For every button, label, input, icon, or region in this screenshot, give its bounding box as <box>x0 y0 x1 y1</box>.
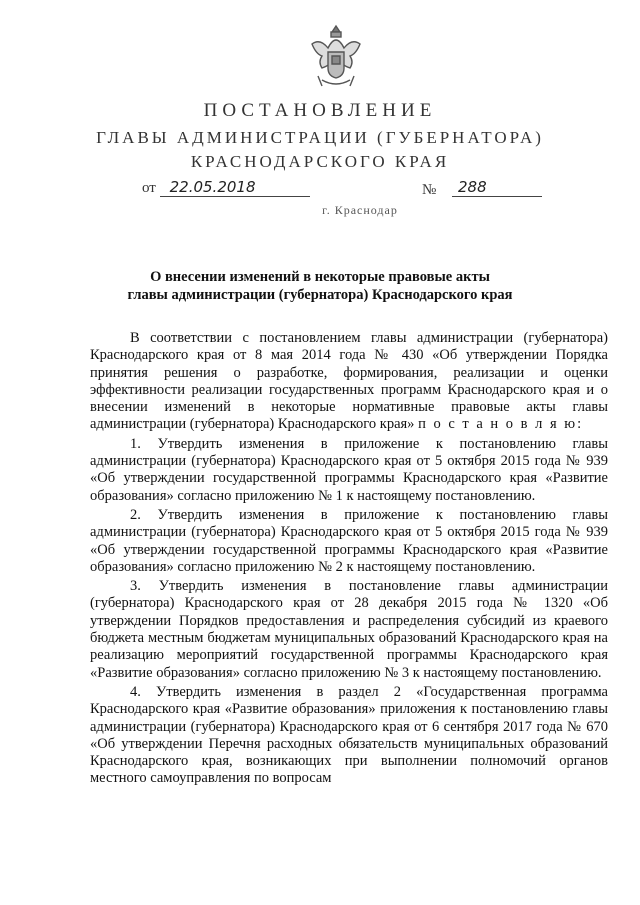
date-line <box>142 178 310 197</box>
coat-of-arms-icon <box>304 22 368 92</box>
region-heading: КРАСНОДАРСКОГО КРАЯ <box>190 152 450 171</box>
item-2-paragraph: 2. Утвердить изменения в приложение к постановлению главы администрации (губернатора) Краснодарского края от 5 октября 2015 года № 939 «Об утверждении государственной программы Краснодарского края «Развитие образования» согласно приложению № 2 к настоящему постановлению. <box>90 506 608 575</box>
item-3-paragraph: 3. Утвердить изменения в постановление главы администрации (губернатора) Краснодарского края от 28 декабря 2015 года № 1320 «Об утверждении Порядков предоставления и распределения субсидий из краевого бюджета местным бюджетам муниципальных образований Краснодарского края на реализацию мероприятий государственной программы Краснодарского края «Развитие образования» согласно приложению № 3 к настоящему постановлению. <box>90 578 608 681</box>
issuer-heading: ГЛАВЫ АДМИНИСТРАЦИИ (ГУБЕРНАТОРА) <box>96 128 544 147</box>
title-line-1: О внесении изменений в некоторые правовые акты <box>150 269 490 285</box>
title-line-2: главы администрации (губернатора) Краснодарского края <box>127 287 513 303</box>
date-label: от <box>142 180 156 196</box>
number-value: 288 <box>452 178 542 197</box>
decree-word: п о с т а н о в л я ю: <box>418 416 584 433</box>
item-1-paragraph: 1. Утвердить изменения в приложение к постановлению главы администрации (губернатора) Краснодарского края от 5 октября 2015 года № 939 «Об утверждении государственной программы Краснодарского края «Развитие образования» согласно приложению № 1 к настоящему постановлению. <box>90 435 608 504</box>
item-4-paragraph: 4. Утвердить изменения в раздел 2 «Государственная программа Краснодарского края «Развитие образования» приложения к постановлению главы администрации (губернатора) Краснодарского края от 6 сентября 2017 года № 670 «Об утверждении Перечня расходных обязательств муниципальных образований Краснодарского края, возникающих при выполнении полномочий органов местного самоуправления по вопросам <box>90 683 608 787</box>
document-body <box>90 330 608 788</box>
number-label: № <box>422 182 437 198</box>
intro-paragraph <box>90 330 608 434</box>
date-value: 22.05.2018 <box>160 178 310 197</box>
intro-text: В соответствии с постановлением главы администрации (губернатора) Краснодарского края от 8 мая 2014 года № 430 «Об утверждении Порядка принятия решения о разработке, формирования, реализации и оценки эффективности реализации государственных программ Краснодарского края и о внесении изменений в некоторые нормативные правовые акты главы администрации (губернатора) Краснодарского края» <box>90 330 608 433</box>
city-line: г. Краснодар <box>322 203 398 217</box>
document-title <box>0 268 640 304</box>
document-type-heading: ПОСТАНОВЛЕНИЕ <box>203 100 437 121</box>
